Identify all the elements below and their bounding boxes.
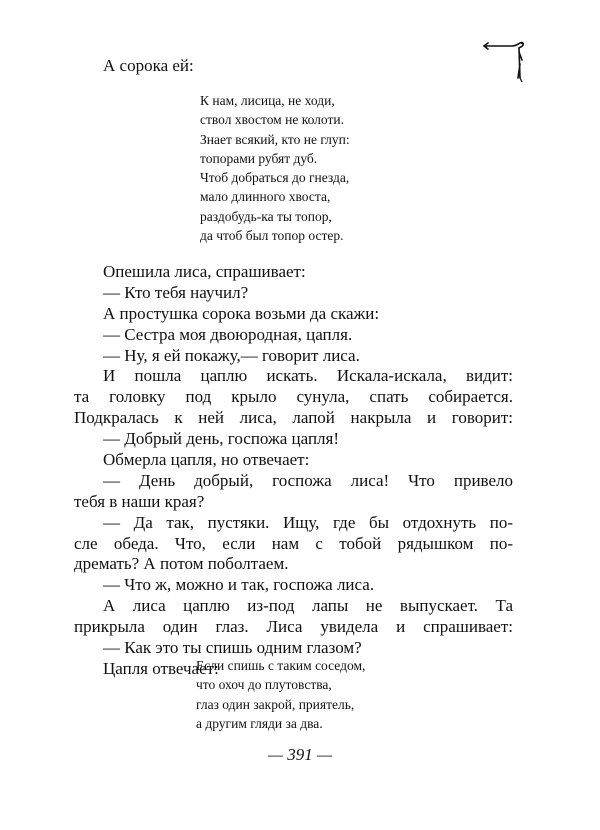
verse-line: Если спишь с таким соседом, [196,658,366,673]
verse-line: К нам, лисица, не ходи, [200,93,335,108]
verse-line: мало длинного хвоста, [200,189,331,205]
prose-line: — Что ж, можно и так, госпожа лиса. [103,575,375,595]
verse-line: Знает всякий, кто не глуп: [200,131,350,147]
verse-line: ствол хвостом не колоти. [200,112,344,128]
prose-line: тебя в наши края? [74,491,205,511]
prose-line: — Да так, пустяки. Ищу, где бы отдохнуть по- [103,512,513,532]
verse-heron [196,656,365,733]
prose-line: — Ну, я ей покажу,— говорит лиса. [103,345,360,365]
verse-line: глаз один закрой, приятель, [196,696,355,712]
prose-line: Обмерла цапля, но отвечает: [103,450,310,470]
prose-line: А лиса цаплю из-под лапы не выпускает. Та [103,596,513,616]
prose-line: — Как это ты спишь одним глазом? [103,638,362,658]
prose-line: — День добрый, госпожа лиса! Что привело [103,470,513,490]
prose-line: Подкралась к ней лиса, лапой накрыла и говорит: [74,408,513,428]
prose-line: прикрыла один глаз. Лиса увидела и спрашивает: [74,617,513,637]
prose-line: Опешила лиса, спрашивает: [103,262,306,281]
prose-line: сле обеда. Что, если нам с тобой рядышком по- [74,533,513,553]
verse-line: да чтоб был топор остер. [200,228,344,244]
intro-line: А сорока ей: [103,56,194,75]
verse-line: топорами рубят дуб. [200,150,318,166]
prose-body [74,262,513,680]
prose-line: дремать? А потом поболтаем. [74,554,289,574]
prose-line: А простушка сорока возьми да скажи: [103,303,380,323]
prose-line: — Сестра моя двоюродная, цапля. [103,324,353,344]
verse-magpie [200,91,350,245]
verse-line: раздобудь-ка ты топор, [200,208,332,224]
verse-line: Чтоб добраться до гнезда, [200,170,350,186]
crane-ornament-icon [482,38,530,84]
prose-line: Цапля отвечает: [103,658,219,678]
prose-line: та головку под крыло сунула, спать собирается. [74,387,513,407]
prose-line: — Кто тебя научил? [103,282,249,302]
prose-line: — Добрый день, госпожа цапля! [103,429,340,449]
verse-line: а другим гляди за два. [196,715,323,731]
page-number: — 391 — [267,745,333,764]
verse-line: что охоч до плутовства, [196,677,332,693]
prose-line: И пошла цаплю искать. Искала-искала, видит: [103,366,513,386]
